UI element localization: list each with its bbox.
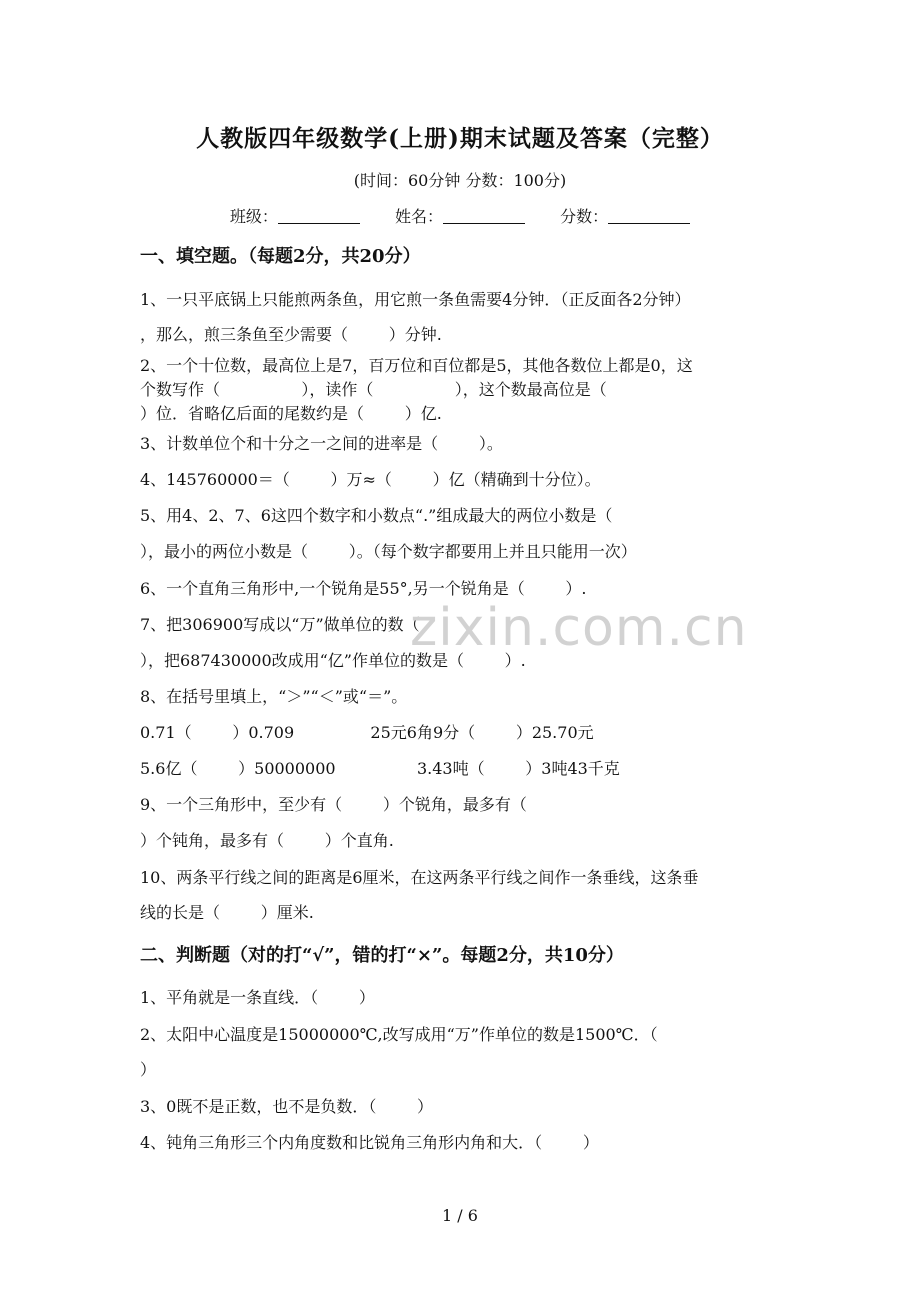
- class-label: 班级：: [229, 207, 278, 226]
- question-line: ）位．省略亿后面的尾数约是（ ）亿.: [140, 404, 442, 423]
- question-line: 1、一只平底锅上只能煎两条鱼，用它煎一条鱼需要4分钟．（正反面各2分钟）: [140, 290, 691, 309]
- question-line: 4、145760000＝（ ）万≈（ ）亿（精确到十分位）。: [140, 470, 601, 489]
- question-line: ，那么，煎三条鱼至少需要（ ）分钟.: [140, 325, 442, 344]
- question-line: 4、钝角三角形三个内角度数和比锐角三角形内角和大．（ ）: [140, 1133, 599, 1152]
- question-line: ）个钝角，最多有（ ）个直角.: [140, 831, 394, 850]
- name-label: 姓名：: [394, 207, 443, 226]
- watermark: zixin.com.cn: [410, 598, 748, 658]
- page-number: 1 / 6: [442, 1206, 478, 1225]
- exam-time-score: (时间：60分钟 分数：100分): [353, 171, 567, 190]
- question-line: 7、把306900写成以“万”做单位的数（: [140, 615, 420, 634]
- question-line: 2、一个十位数，最高位上是7，百万位和百位都是5，其他各数位上都是0，这: [140, 356, 693, 375]
- question-line: 9、一个三角形中，至少有（ ）个锐角，最多有（: [140, 795, 527, 814]
- student-info-row: [0, 204, 920, 227]
- section-fill-blank-heading: 一、填空题。（每题2分，共20分）: [140, 246, 421, 267]
- class-blank: [278, 207, 360, 224]
- question-line: ），把687430000改成用“亿”作单位的数是（ ）.: [140, 651, 526, 670]
- question-line: 2、太阳中心温度是15000000℃,改写成用“万”作单位的数是1500℃．（: [140, 1025, 658, 1044]
- question-line: 6、一个直角三角形中,一个锐角是55°,另一个锐角是（ ）.: [140, 579, 587, 598]
- question-line: ），最小的两位小数是（ ）。（每个数字都要用上并且只能用一次）: [140, 542, 637, 561]
- question-line: 5.6亿（ ）50000000 3.43吨（ ）3吨43千克: [140, 759, 620, 778]
- question-line: 线的长是（ ）厘米.: [140, 903, 314, 922]
- question-line: ）: [140, 1060, 157, 1079]
- score-blank: [608, 207, 690, 224]
- question-line: 10、两条平行线之间的距离是6厘米，在这两条平行线之间作一条垂线，这条垂: [140, 868, 699, 887]
- question-line: 个数写作（ ），读作（ ），这个数最高位是（: [140, 380, 607, 399]
- question-line: 0.71（ ）0.709 25元6角9分（ ）25.70元: [140, 723, 594, 742]
- question-line: 8、在括号里填上，“＞”“＜”或“＝”。: [140, 687, 408, 706]
- question-line: 5、用4、2、7、6这四个数字和小数点“.”组成最大的两位小数是（: [140, 506, 613, 525]
- section-true-false-heading: 二、判断题（对的打“√”，错的打“×”。每题2分，共10分）: [140, 945, 624, 966]
- question-line: 1、平角就是一条直线．（ ）: [140, 988, 375, 1007]
- name-blank: [443, 207, 525, 224]
- page-title: 人教版四年级数学(上册)期末试题及答案（完整）: [196, 125, 724, 152]
- question-line: 3、0既不是正数，也不是负数．（ ）: [140, 1097, 434, 1116]
- score-label: 分数：: [560, 207, 609, 226]
- question-line: 3、计数单位个和十分之一之间的进率是（ ）。: [140, 434, 503, 453]
